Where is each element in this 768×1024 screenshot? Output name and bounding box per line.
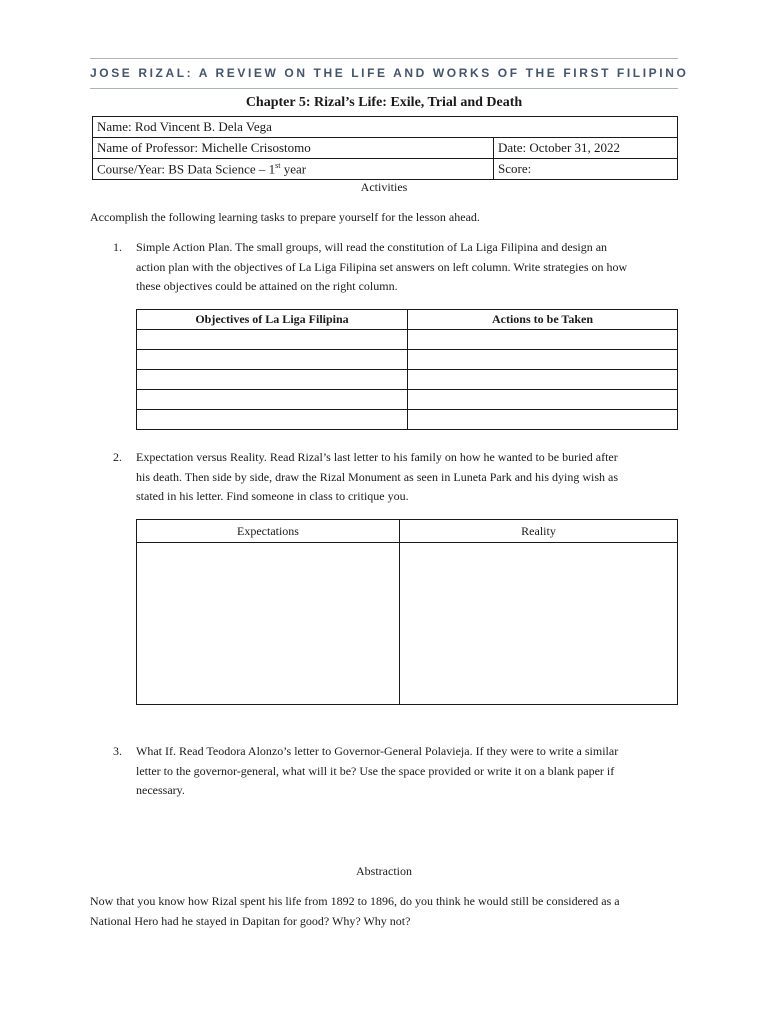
task-1-line-3: these objectives could be attained on the right column. — [136, 279, 398, 293]
intro-text: Accomplish the following learning tasks to prepare yourself for the lesson ahead. — [90, 210, 480, 224]
abstraction-heading: Abstraction — [356, 864, 412, 878]
table-row — [137, 350, 678, 370]
reality-drawing-area[interactable] — [400, 543, 678, 705]
header-bottom-rule — [90, 88, 678, 89]
task-1-number: 1. — [113, 240, 122, 254]
course-year-text: Course/Year: BS Data Science – 1 — [97, 161, 276, 177]
header-top-rule — [90, 58, 678, 59]
student-info-table — [92, 116, 678, 180]
objective-cell[interactable] — [137, 410, 408, 430]
objective-cell[interactable] — [137, 390, 408, 410]
objectives-column-header: Objectives of La Liga Filipina — [137, 310, 408, 330]
course-header-title: JOSE RIZAL: A REVIEW ON THE LIFE AND WORKS OF THE FIRST FILIPINO — [90, 66, 689, 80]
task-3-line-2: letter to the governor-general, what will it be? Use the space provided or write it on a blank paper if — [136, 763, 615, 778]
action-cell[interactable] — [408, 410, 678, 430]
task-1-text — [136, 238, 696, 297]
task-3-text — [136, 742, 696, 801]
table-row — [137, 410, 678, 430]
info-row-course — [93, 159, 678, 180]
action-cell[interactable] — [408, 350, 678, 370]
action-cell[interactable] — [408, 330, 678, 350]
task-3-line-1: What If. Read Teodora Alonzo’s letter to Governor-General Polavieja. If they were to write a similar — [136, 744, 619, 758]
objective-cell[interactable] — [137, 350, 408, 370]
date-cell: Date: October 31, 2022 — [494, 138, 678, 159]
action-cell[interactable] — [408, 370, 678, 390]
course-year-suffix: year — [280, 161, 307, 177]
drawing-row — [137, 543, 678, 705]
expectations-drawing-area[interactable] — [137, 543, 400, 705]
objective-cell[interactable] — [137, 370, 408, 390]
table-row — [137, 390, 678, 410]
task-2-number: 2. — [113, 450, 122, 464]
task-2-line-2: his death. Then side by side, draw the Rizal Monument as seen in Luneta Park and his dying wish as — [136, 469, 619, 484]
task-1-line-1: Simple Action Plan. The small groups, will read the constitution of La Liga Filipina and design an — [136, 240, 608, 254]
task-2-text — [136, 448, 696, 507]
reality-column-header: Reality — [400, 520, 678, 543]
expectation-reality-table — [136, 519, 678, 705]
abstraction-line-2: National Hero had he stayed in Dapitan for good? Why? Why not? — [90, 913, 411, 928]
task-3-line-3: necessary. — [136, 783, 185, 797]
abstraction-line-1: Now that you know how Rizal spent his life from 1892 to 1896, do you think he would still be considered as a — [90, 894, 620, 908]
task-2-line-1: Expectation versus Reality. Read Rizal’s last letter to his family on how he wanted to be buried after — [136, 450, 618, 464]
activities-heading: Activities — [360, 180, 408, 194]
score-cell: Score: — [494, 159, 678, 180]
info-row-name — [93, 117, 678, 138]
table-row — [137, 370, 678, 390]
task-1-line-2: action plan with the objectives of La Liga Filipina set answers on left column. Write strategies on how — [136, 259, 628, 274]
student-name-cell: Name: Rod Vincent B. Dela Vega — [93, 117, 678, 138]
task-2-line-3: stated in his letter. Find someone in class to critique you. — [136, 489, 409, 503]
course-year-ordinal: st — [275, 160, 281, 170]
chapter-title: Chapter 5: Rizal’s Life: Exile, Trial and Death — [245, 95, 523, 110]
objective-cell[interactable] — [137, 330, 408, 350]
info-row-professor — [93, 138, 678, 159]
professor-cell: Name of Professor: Michelle Crisostomo — [93, 138, 494, 159]
action-cell[interactable] — [408, 390, 678, 410]
abstraction-text — [90, 892, 710, 931]
expectations-column-header: Expectations — [137, 520, 400, 543]
expectation-header-row — [137, 520, 678, 543]
task-3-number: 3. — [113, 744, 122, 758]
action-plan-header-row — [137, 310, 678, 330]
actions-column-header: Actions to be Taken — [408, 310, 678, 330]
course-year-cell — [93, 159, 494, 180]
table-row — [137, 330, 678, 350]
action-plan-table — [136, 309, 678, 430]
